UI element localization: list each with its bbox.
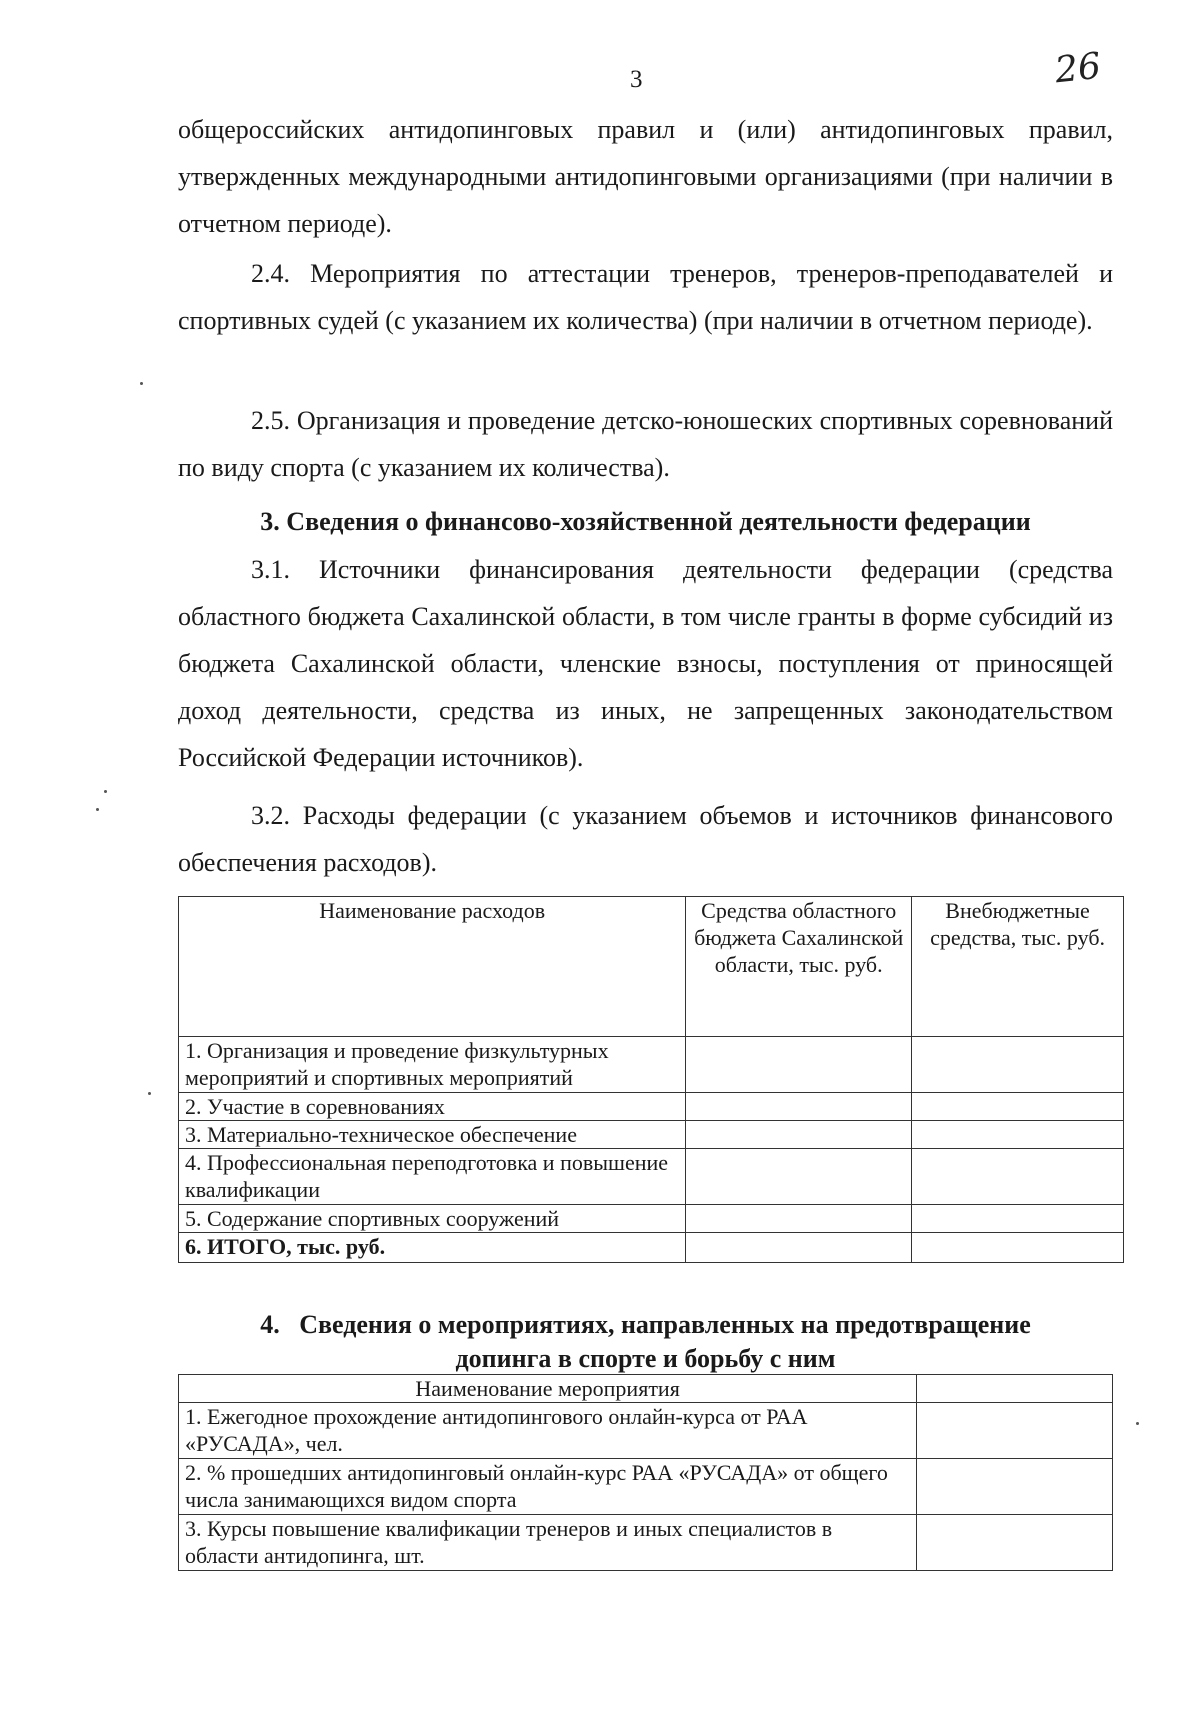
paragraph-antidoping-rules (178, 106, 1113, 247)
section-4-number: 4. (260, 1310, 280, 1339)
expense-cell-empty (912, 1093, 1124, 1121)
scan-speck (148, 1092, 151, 1095)
expense-total-label: 6. ИТОГО, тыс. руб. (179, 1233, 686, 1263)
expense-cell-empty (686, 1121, 912, 1149)
expenses-header-name: Наименование расходов (179, 897, 686, 1037)
section-4-title-part1: Сведения о мероприятиях, направленных на предотвращение (299, 1310, 1031, 1339)
expense-cell-empty (686, 1233, 912, 1263)
expense-cell-empty (912, 1233, 1124, 1263)
table-row (179, 1515, 1113, 1571)
table-row (179, 1459, 1113, 1515)
event-cell-empty (917, 1459, 1113, 1515)
event-name: 1. Ежегодное прохождение антидопингового онлайн-курса от РАА «РУСАДА», чел. (179, 1403, 917, 1459)
table-row (179, 1149, 1124, 1205)
expense-cell-empty (686, 1037, 912, 1093)
section-4-heading-line2: допинга в спорте и борьбу с ним (455, 1344, 836, 1373)
expense-cell-empty (686, 1093, 912, 1121)
paragraph-3-2 (178, 792, 1113, 886)
expense-name: 3. Материально-техническое обеспечение (179, 1121, 686, 1149)
section-4-heading-line1 (178, 1308, 1113, 1342)
paragraph-text: 2.5. Организация и проведение детско-юношеских спортивных соревнований по виду спорта (с указанием их количества). (178, 406, 1113, 482)
table-row (179, 1205, 1124, 1233)
section-3-heading: 3. Сведения о финансово-хозяйственной деятельности федерации (260, 507, 1031, 536)
expenses-header-regional-budget: Средства областного бюджета Сахалинской области, тыс. руб. (686, 897, 912, 1037)
paragraph-text: 3.2. Расходы федерации (с указанием объемов и источников финансового обеспечения расходов). (178, 801, 1113, 877)
table-row (179, 1093, 1124, 1121)
paragraph-3-1 (178, 546, 1113, 781)
page-number: 3 (630, 66, 643, 93)
event-name: 3. Курсы повышение квалификации тренеров и иных специалистов в области антидопинга, шт. (179, 1515, 917, 1571)
handwritten-page-number: 26 (1052, 45, 1103, 92)
events-header-name: Наименование мероприятия (179, 1375, 917, 1403)
events-header-empty (917, 1375, 1113, 1403)
scan-speck (140, 382, 143, 385)
expense-cell-empty (686, 1205, 912, 1233)
expense-name: 4. Профессиональная переподготовка и повышение квалификации (179, 1149, 686, 1205)
scan-speck (104, 790, 107, 793)
expense-name: 5. Содержание спортивных сооружений (179, 1205, 686, 1233)
expense-name: 2. Участие в соревнованиях (179, 1093, 686, 1121)
table-row-total (179, 1233, 1124, 1263)
table-row (179, 1037, 1124, 1093)
paragraph-text: 3.1. Источники финансирования деятельности федерации (средства областного бюджета Сахалинской области, в том числе гранты в форме субсидий из бюджета Сахалинской области, членские взносы, поступления от приносящей доход деятельности, средства из иных, не запрещенных законодательством Российской Федерации источников). (178, 555, 1113, 772)
table-row (179, 1403, 1113, 1459)
section-4-heading (178, 1308, 1113, 1376)
paragraph-text: общероссийских антидопинговых правил и (или) антидопинговых правил, утвержденных международными антидопинговыми организациями (при наличии в отчетном периоде). (178, 115, 1113, 238)
expense-cell-empty (686, 1149, 912, 1205)
event-cell-empty (917, 1515, 1113, 1571)
events-header-row (179, 1375, 1113, 1403)
event-cell-empty (917, 1403, 1113, 1459)
expenses-header-extrabudgetary: Внебюджетные средства, тыс. руб. (912, 897, 1124, 1037)
antidoping-events-table (178, 1374, 1113, 1571)
expense-cell-empty (912, 1037, 1124, 1093)
scan-speck (1136, 1422, 1139, 1425)
paragraph-2-4 (178, 250, 1113, 344)
expense-name: 1. Организация и проведение физкультурных мероприятий и спортивных мероприятий (179, 1037, 686, 1093)
expenses-header-row (179, 897, 1124, 1037)
event-name: 2. % прошедших антидопинговый онлайн-курс РАА «РУСАДА» от общего числа занимающихся видом спорта (179, 1459, 917, 1515)
expense-cell-empty (912, 1149, 1124, 1205)
paragraph-text: 2.4. Мероприятия по аттестации тренеров, тренеров-преподавателей и спортивных судей (с указанием их количества) (при наличии в отчетном периоде). (178, 259, 1113, 335)
expense-cell-empty (912, 1205, 1124, 1233)
scan-speck (96, 808, 99, 811)
table-row (179, 1121, 1124, 1149)
expense-cell-empty (912, 1121, 1124, 1149)
expenses-table (178, 896, 1124, 1263)
paragraph-2-5 (178, 397, 1113, 491)
